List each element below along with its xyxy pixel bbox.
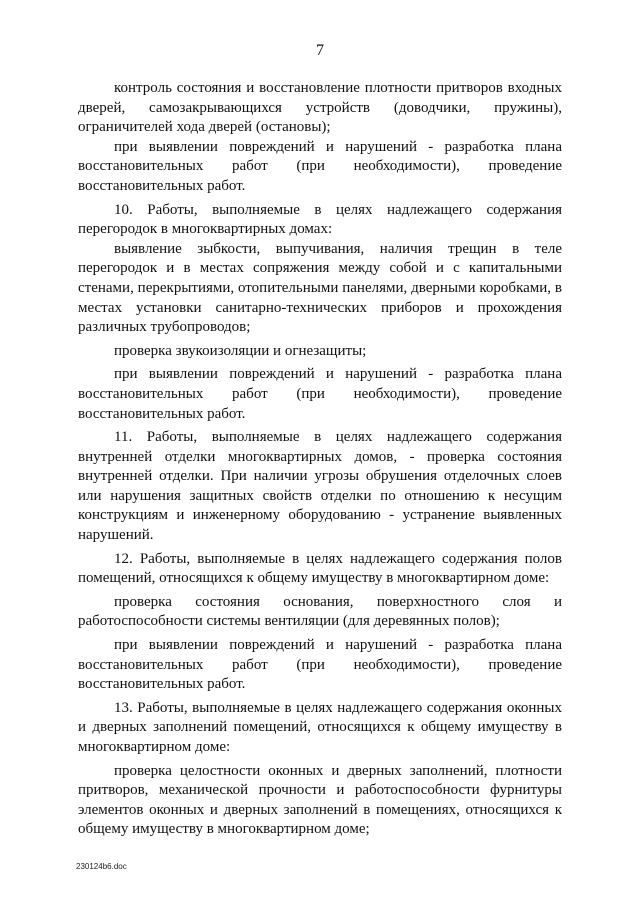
document-filename: 230124b6.doc bbox=[76, 862, 127, 871]
paragraph-section-11: 11. Работы, выполняемые в целях надлежащего содержания внутренней отделки многоквартирных домов, - проверка состояния внутренней отделки. При наличии угрозы обрушения отделочных слоев или нарушения защитных свойств отделки по отношению к несущим конструкциям и инженерному оборудованию - устранение выявленных нарушений. bbox=[78, 429, 562, 544]
paragraph-window-door-inspection: проверка целостности оконных и дверных заполнений, плотности притворов, механической прочности и работоспособности фурнитуры элементов оконных и дверных заполнений в помещениях, относящихся к общему имуществу в многоквартирном доме; bbox=[78, 762, 562, 838]
paragraph-partition-inspection: выявление зыбкости, выпучивания, наличия трещин в теле перегородок и в местах сопряжения между собой и с капитальными стенами, перекрытиями, отопительными панелями, дверными коробками, в местах установки санитарно-технических приборов и прохождения различных трубопроводов; bbox=[78, 240, 562, 336]
paragraph-repair-plan-1: при выявлении повреждений и нарушений - разработка плана восстановительных работ (при необходимости), проведение восстановительных работ. bbox=[78, 138, 562, 194]
document-body bbox=[78, 79, 562, 840]
paragraph-floor-inspection: проверка состояния основания, поверхностного слоя и работоспособности системы вентиляции (для деревянных полов); bbox=[78, 593, 562, 630]
paragraph-section-12: 12. Работы, выполняемые в целях надлежащего содержания полов помещений, относящихся к общему имуществу в многоквартирном доме: bbox=[78, 550, 562, 587]
paragraph-repair-plan-3: при выявлении повреждений и нарушений - разработка плана восстановительных работ (при необходимости), проведение восстановительных работ. bbox=[78, 637, 562, 693]
paragraph-door-closers: контроль состояния и восстановление плотности притворов входных дверей, самозакрывающихся устройств (доводчики, пружины), ограничителей хода дверей (остановы); bbox=[78, 80, 562, 136]
paragraph-soundproofing: проверка звукоизоляции и огнезащиты; bbox=[114, 342, 367, 359]
page-number: 7 bbox=[316, 42, 324, 59]
paragraph-section-13: 13. Работы, выполняемые в целях надлежащего содержания оконных и дверных заполнений помещений, относящихся к общему имуществу в многоквартирном доме: bbox=[78, 699, 562, 755]
paragraph-repair-plan-2: при выявлении повреждений и нарушений - разработка плана восстановительных работ (при необходимости), проведение восстановительных работ. bbox=[78, 366, 562, 422]
paragraph-section-10: 10. Работы, выполняемые в целях надлежащего содержания перегородок в многоквартирных домах: bbox=[78, 201, 562, 238]
